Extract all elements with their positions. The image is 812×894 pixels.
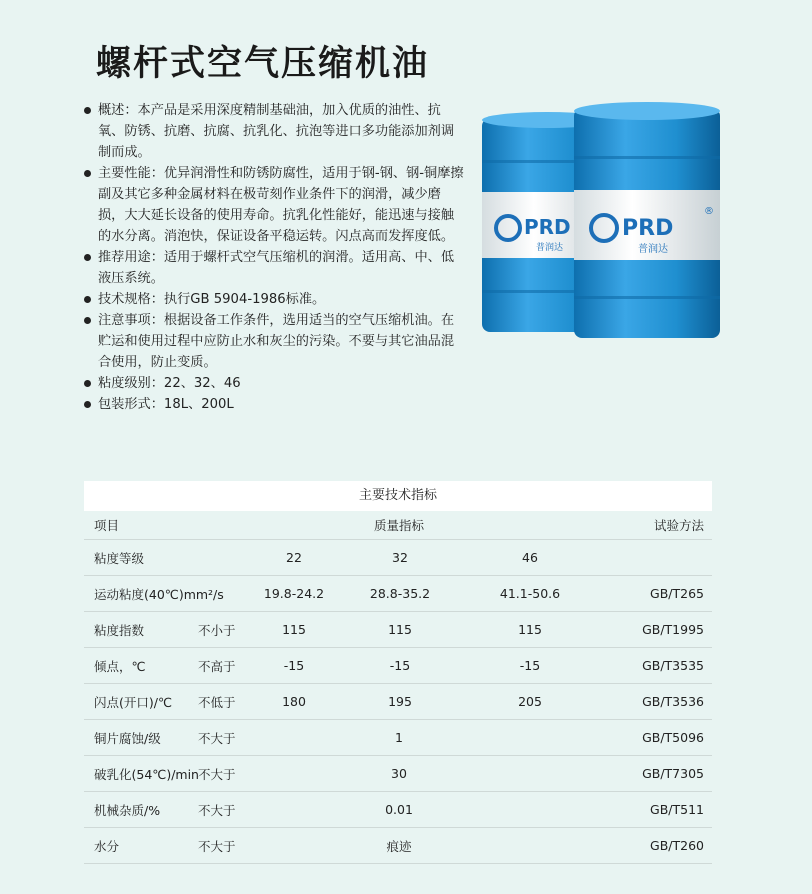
row-name: 闪点(开口)/℃ (94, 694, 173, 710)
header-item: 项目 (94, 518, 120, 533)
table-row (84, 756, 712, 792)
table-title: 主要技术指标 (84, 481, 712, 511)
table-row (84, 648, 712, 684)
row-value-22: -15 (283, 658, 305, 673)
row-value-32: -15 (389, 658, 411, 673)
row-name: 破乳化(54℃)/min (94, 766, 199, 782)
row-method: GB/T260 (650, 838, 704, 853)
table-row (84, 792, 712, 828)
row-value-32: 32 (392, 550, 408, 565)
header-method: 试验方法 (653, 518, 704, 533)
row-value-32: 195 (388, 694, 412, 709)
row-value-all: 1 (395, 730, 403, 745)
desc-performance: 主要性能：优异润滑性和防锈防腐性，适用于钢-钢、钢-铜摩擦副及其它多种金属材料在极苛刻作业条件下的润滑，减少磨损，大大延长设备的使用寿命。抗乳化性能好，能迅速与接触的水分离。消泡快，保证设备平稳运转。闪点高而发挥度低。 (84, 163, 464, 247)
table-row (84, 684, 712, 720)
page-title: 螺杆式空气压缩机油 (96, 44, 430, 84)
table-row (84, 720, 712, 756)
header-spec: 质量指标 (373, 518, 424, 533)
row-method: GB/T3535 (642, 658, 704, 673)
row-value-22: 22 (286, 550, 302, 565)
oil-barrels-image (478, 100, 728, 340)
row-condition: 不大于 (198, 730, 236, 746)
brand-text: PRD (524, 215, 571, 239)
row-condition: 不高于 (198, 658, 236, 674)
tech-spec-table (84, 481, 712, 864)
row-value-46: -15 (519, 658, 541, 673)
row-value-32: 28.8-35.2 (369, 586, 431, 601)
product-description (84, 100, 464, 415)
row-value-46: 205 (518, 694, 542, 709)
row-method: GB/T3536 (642, 694, 704, 709)
row-name: 运动粘度(40℃)mm²/s (94, 586, 224, 602)
row-method: GB/T511 (650, 802, 704, 817)
row-name: 铜片腐蚀/级 (94, 730, 161, 746)
row-name: 粘度等级 (94, 550, 145, 566)
row-name: 机械杂质/% (94, 802, 161, 818)
row-value-46: 46 (522, 550, 538, 565)
brand-text: PRD (622, 216, 674, 241)
row-value-22: 19.8-24.2 (263, 586, 325, 601)
row-value-22: 180 (282, 694, 306, 709)
desc-usage: 推荐用途：适用于螺杆式空气压缩机的润滑。适用高、中、低液压系统。 (84, 247, 464, 289)
desc-spec: 技术规格：执行GB 5904-1986标准。 (84, 289, 464, 310)
row-value-22: 115 (282, 622, 306, 637)
desc-overview: 概述：本产品是采用深度精制基础油，加入优质的油性、抗氧、防锈、抗磨、抗腐、抗乳化、抗泡等进口多功能添加剂调制而成。 (84, 100, 464, 163)
row-value-46: 115 (518, 622, 542, 637)
row-value-32: 115 (388, 622, 412, 637)
desc-notice: 注意事项：根据设备工作条件，选用适当的空气压缩机油。在贮运和使用过程中应防止水和灰尘的污染。不要与其它油品混合使用，防止变质。 (84, 310, 464, 373)
registered-mark: ® (704, 206, 714, 217)
row-name: 倾点，℃ (94, 658, 146, 674)
row-value-all: 0.01 (385, 802, 413, 817)
row-method: GB/T5096 (642, 730, 704, 745)
table-row (84, 576, 712, 612)
row-method: GB/T7305 (642, 766, 704, 781)
row-name: 粘度指数 (94, 622, 145, 638)
row-name: 水分 (94, 838, 120, 854)
table-row (84, 828, 712, 864)
desc-packaging: 包装形式：18L、200L (84, 394, 464, 415)
row-value-all: 痕迹 (386, 838, 412, 854)
table-row (84, 612, 712, 648)
row-condition: 不小于 (198, 622, 236, 638)
brand-cn-text: 普润达 (638, 244, 668, 255)
row-value-all: 30 (391, 766, 407, 781)
table-row (84, 540, 712, 576)
row-condition: 不大于 (198, 838, 236, 854)
row-condition: 不大于 (198, 766, 236, 782)
desc-viscosity-grade: 粘度级别：22、32、46 (84, 373, 464, 394)
row-condition: 不低于 (198, 694, 236, 710)
row-method: GB/T265 (650, 586, 704, 601)
row-method: GB/T1995 (642, 622, 704, 637)
row-condition: 不大于 (198, 802, 236, 818)
brand-cn-text: 普润达 (536, 243, 564, 253)
table-header-row (84, 511, 712, 540)
barrel-front (574, 102, 720, 338)
row-value-46: 41.1-50.6 (499, 586, 561, 601)
